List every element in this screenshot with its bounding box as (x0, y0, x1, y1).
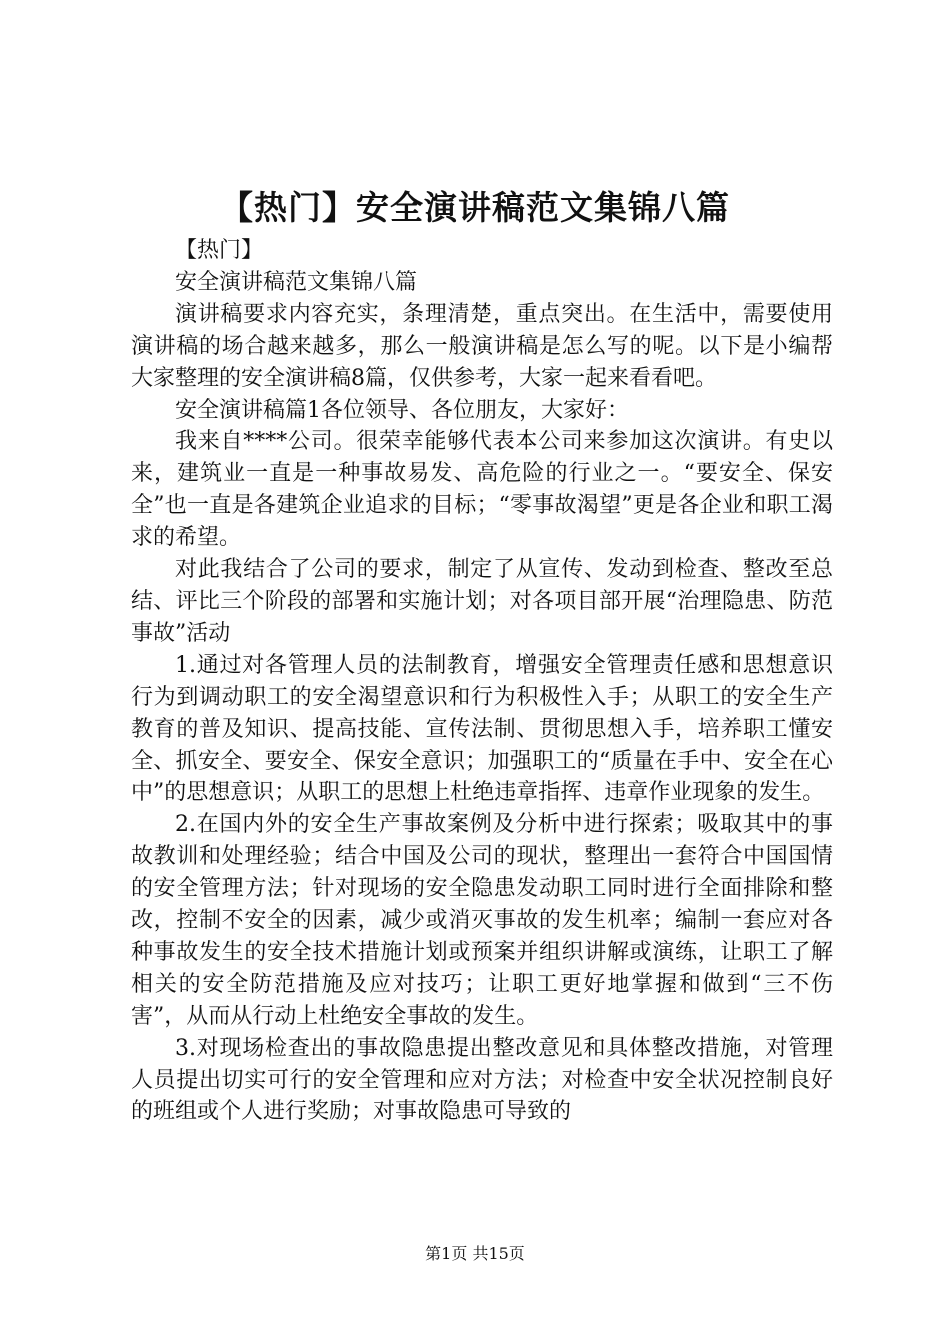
paragraph-intro: 演讲稿要求内容充实，条理清楚，重点突出。在生活中，需要使用演讲稿的场合越来越多，那么一般演讲稿是怎么写的呢。以下是小编帮大家整理的安全演讲稿8篇，仅供参考，大家一起来看看吧。 (131, 301, 833, 391)
document-title: 【热门】安全演讲稿范文集锦八篇 (220, 188, 730, 227)
document-body (131, 235, 833, 1128)
paragraph-item-3: 3.对现场检查出的事故隐患提出整改意见和具体整改措施，对管理人员提出切实可行的安全管理和应对方法；对检查中安全状况控制良好的班组或个人进行奖励；对事故隐患可导致的 (131, 1035, 833, 1125)
paragraph-subtitle: 安全演讲稿范文集锦八篇 (175, 269, 418, 295)
paragraph-company-intro: 我来自****公司。很荣幸能够代表本公司来参加这次演讲。有史以来，建筑业一直是一种事故易发、高危险的行业之一。“要安全、保安全”也一直是各建筑企业追求的目标；“零事故渴望”更是各企业和职工渴求的希望。 (131, 429, 833, 551)
paragraph-item-2: 2.在国内外的安全生产事故案例及分析中进行探索；吸取其中的事故教训和处理经验；结合中国及公司的现状，整理出一套符合中国国情的安全管理方法；针对现场的安全隐患发动职工同时进行全面排除和整改，控制不安全的因素，减少或消灭事故的发生机率；编制一套应对各种事故发生的安全技术措施计划或预案并组织讲解或演练，让职工了解相关的安全防范措施及应对技巧；让职工更好地掌握和做到“三不伤害”，从而从行动上杜绝安全事故的发生。 (131, 812, 833, 1029)
paragraph-speech-1-greeting: 安全演讲稿篇1各位领导、各位朋友，大家好： (175, 397, 629, 423)
paragraph-plan: 对此我结合了公司的要求，制定了从宣传、发动到检查、整改至总结、评比三个阶段的部署和实施计划；对各项目部开展“治理隐患、防范事故”活动 (131, 557, 833, 646)
paragraph-item-1: 1.通过对各管理人员的法制教育，增强安全管理责任感和思想意识行为到调动职工的安全渴望意识和行为积极性入手；从职工的安全生产教育的普及知识、提高技能、宣传法制、贯彻思想入手，培养职工懂安全、抓安全、要安全、保安全意识；加强职工的“质量在手中、安全在心中”的思想意识；从职工的思想上杜绝违章指挥、违章作业现象的发生。 (131, 652, 833, 806)
page-footer: 第1页 共15页 (425, 1244, 525, 1263)
paragraph-tag: 【热门】 (175, 238, 264, 263)
